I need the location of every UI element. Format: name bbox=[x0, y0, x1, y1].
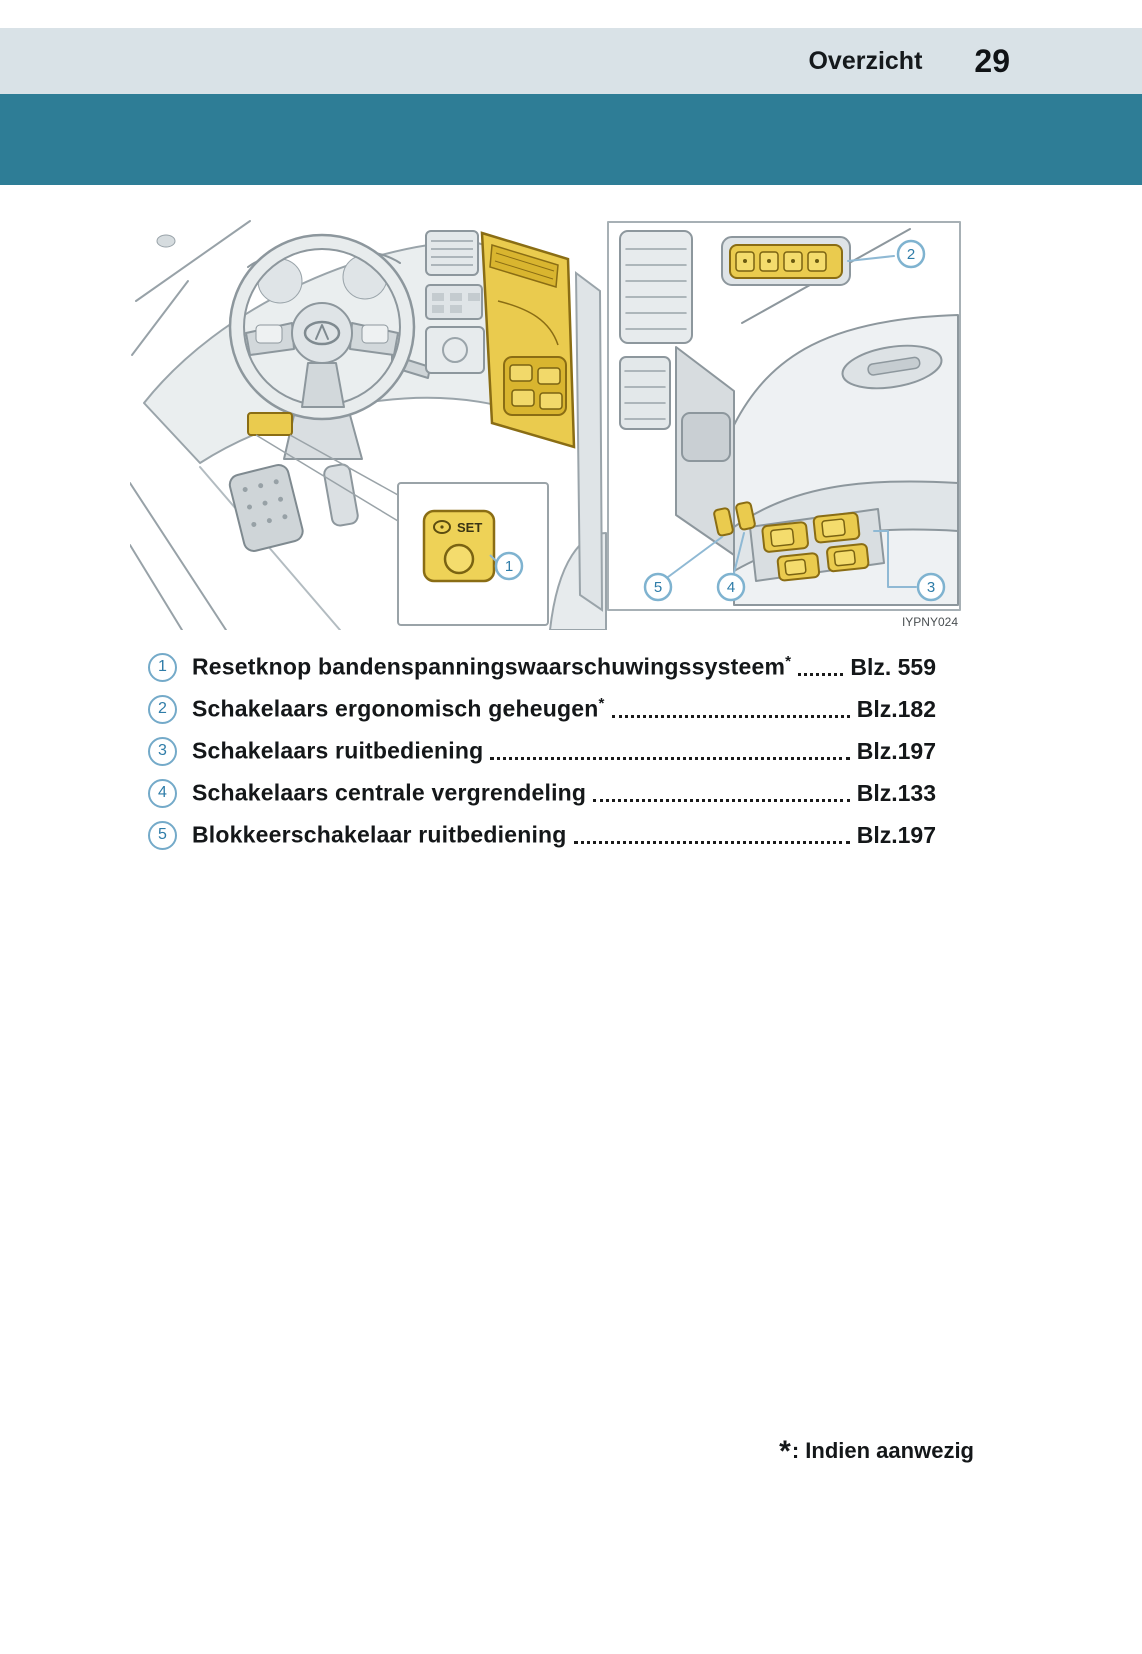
steering-column bbox=[284, 415, 362, 459]
footnote bbox=[779, 1432, 974, 1466]
footnote-asterisk: * bbox=[779, 1435, 791, 1468]
legend-item-1 bbox=[148, 646, 936, 688]
callout-badge-3: 3 bbox=[148, 737, 177, 766]
asterisk-2: * bbox=[598, 695, 605, 713]
legend-item-5 bbox=[148, 814, 936, 856]
wheel-hub bbox=[292, 303, 352, 363]
page-header bbox=[0, 28, 1142, 94]
callout-4 bbox=[718, 574, 744, 600]
accelerator-pedal bbox=[323, 463, 359, 527]
legend-label-2 bbox=[192, 695, 605, 723]
wheel-buttons-left bbox=[256, 325, 282, 343]
legend-label-1 bbox=[192, 653, 791, 681]
callout-2 bbox=[898, 241, 924, 267]
climate-buttons bbox=[426, 285, 482, 319]
highlighted-window-switches bbox=[504, 357, 566, 415]
tpms-inset bbox=[398, 483, 548, 625]
set-button-label: SET bbox=[457, 520, 483, 535]
page-number: 29 bbox=[974, 42, 1010, 79]
legend-label-text-2: Schakelaars ergonomisch geheugen bbox=[192, 695, 599, 722]
legend-item-4 bbox=[148, 772, 936, 814]
asterisk-1: * bbox=[785, 653, 792, 671]
chapter-banner bbox=[0, 94, 1142, 185]
callout-badge-1: 1 bbox=[148, 653, 177, 682]
door-panel-scene bbox=[608, 222, 960, 610]
legend-label-text-3: Schakelaars ruitbediening bbox=[192, 737, 484, 764]
dot-leader-5 bbox=[574, 841, 850, 844]
svg-text:1: 1 bbox=[504, 558, 514, 575]
legend-label-3 bbox=[192, 737, 483, 765]
section-title: Overzicht bbox=[808, 46, 923, 75]
console-panel bbox=[426, 327, 484, 373]
legend-label-text-1: Resetknop bandenspanningswaarschuwingssysteem bbox=[192, 653, 786, 680]
legend-label-4 bbox=[192, 779, 586, 807]
page-ref-4: Blz.133 bbox=[856, 779, 936, 806]
dash-end-vent bbox=[620, 231, 692, 343]
interior-illustration bbox=[130, 215, 965, 630]
legend-label-5 bbox=[192, 821, 567, 849]
legend-label-text-5: Blokkeerschakelaar ruitbediening bbox=[192, 821, 567, 848]
air-vent bbox=[426, 231, 478, 275]
page-ref-2: Blz.182 bbox=[856, 695, 936, 722]
legend-list bbox=[148, 646, 936, 856]
legend-label-text-4: Schakelaars centrale vergrendeling bbox=[192, 779, 587, 806]
callout-badge-2: 2 bbox=[148, 695, 177, 724]
page-ref-3: Blz.197 bbox=[856, 737, 936, 764]
dot-leader-3 bbox=[490, 757, 849, 760]
dot-leader-2 bbox=[612, 715, 850, 718]
callout-1 bbox=[496, 553, 522, 579]
svg-text:3: 3 bbox=[926, 579, 936, 596]
tpms-set-button bbox=[424, 511, 494, 581]
highlighted-door-edge bbox=[482, 233, 574, 447]
brake-pedal bbox=[228, 463, 305, 553]
dot-leader-1 bbox=[798, 673, 843, 676]
legend-item-3 bbox=[148, 730, 936, 772]
page-ref-1: Blz. 559 bbox=[850, 653, 936, 680]
footnote-text: : Indien aanwezig bbox=[791, 1438, 974, 1463]
callout-badge-4: 4 bbox=[148, 779, 177, 808]
callout-3 bbox=[918, 574, 944, 600]
console-tray bbox=[682, 413, 730, 461]
door-sill bbox=[576, 273, 602, 610]
wheel-buttons-right bbox=[362, 325, 388, 343]
sensor-dot bbox=[157, 235, 175, 247]
callout-badge-5: 5 bbox=[148, 821, 177, 850]
callout-5 bbox=[645, 574, 671, 600]
svg-text:2: 2 bbox=[906, 246, 916, 263]
svg-text:4: 4 bbox=[726, 579, 736, 596]
svg-text:5: 5 bbox=[653, 579, 663, 596]
page-ref-5: Blz.197 bbox=[856, 821, 936, 848]
lower-vent bbox=[620, 357, 670, 429]
car-interior-figure bbox=[130, 215, 965, 630]
steering-wheel bbox=[230, 235, 414, 419]
legend-item-2 bbox=[148, 688, 936, 730]
figure-code: IYPNY024 bbox=[901, 615, 958, 629]
dot-leader-4 bbox=[593, 799, 850, 802]
